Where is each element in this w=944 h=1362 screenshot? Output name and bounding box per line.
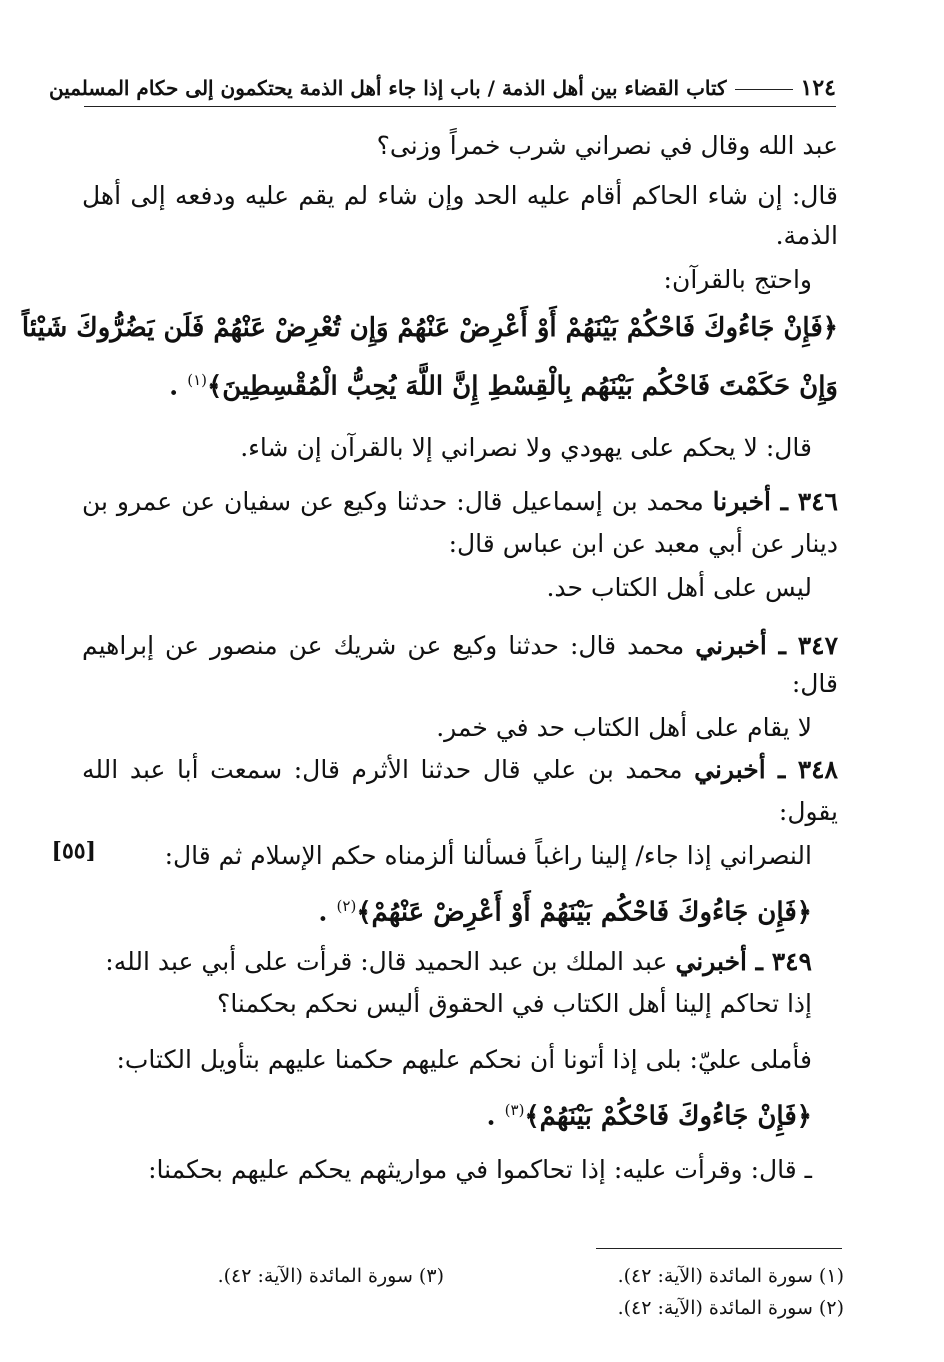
quran-verse: ﴿فَإِنْ جَاءُوكَ فَاحْكُمْ بَيْنَهُمْ أَوْ أَعْرِضْ عَنْهُمْ وَإِن تُعْرِضْ عَنْهُمْ فَلَن يَضُرُّوكَ شَيْئاً (21, 313, 838, 343)
footnote-ref: (١) (187, 371, 208, 389)
hadith-chain: عبد الملك بن عبد الحميد قال: قرأت على أبي عبد الله: (105, 947, 668, 976)
running-header (48, 70, 836, 107)
text-line: قال: (791, 669, 838, 698)
quran-verse (169, 360, 838, 407)
hadith-346 (82, 482, 838, 522)
hadith-349 (105, 942, 812, 982)
footnote-divider (596, 1248, 842, 1249)
text-line: إذا تحاكم إلينا أهل الكتاب في الحقوق أليس نحكم بحكمنا؟ (217, 989, 812, 1018)
footnote-ref: (٣) (504, 1101, 525, 1119)
text-line: فأملى عليّ: بلى إذا أتونا أن نحكم عليهم حكمنا عليهم بتأويل الكتاب: (116, 1045, 812, 1074)
margin-page-marker: [٥٥] (51, 838, 96, 864)
text-line: الذمة. (775, 221, 838, 250)
hadith-chain: محمد قال: حدثنا وكيع عن شريك عن منصور عن إبراهيم (82, 631, 685, 660)
header-dash (735, 89, 793, 90)
hadith-number: ٣٤٩ ـ أخبرني (675, 947, 812, 976)
verse-end: . (486, 1101, 496, 1132)
text-line: لا يقام على أهل الكتاب حد في خمر. (436, 713, 812, 742)
quran-verse (318, 886, 812, 933)
text-line: قال: لا يحكم على يهودي ولا نصراني إلا بالقرآن إن شاء. (240, 433, 812, 462)
hadith-348 (82, 750, 838, 790)
text-line: دينار عن أبي معبد عن ابن عباس قال: (448, 529, 838, 558)
text-line: يقول: (778, 797, 838, 826)
footnote-1: (١) سورة المائدة (الآية: ٤٢). (617, 1265, 844, 1287)
quran-verse (487, 1090, 812, 1137)
footnote-ref: (٢) (336, 897, 357, 915)
text-line: عبد الله وقال في نصراني شرب خمراً وزنى؟ (376, 131, 838, 160)
page-number: ١٢٤ (800, 75, 836, 101)
footnote-3: (٣) سورة المائدة (الآية: ٤٢). (217, 1265, 444, 1287)
verse-text: ﴿فَإِن جَاءُوكَ فَاحْكُم بَيْنَهُمْ أَوْ أَعْرِضْ عَنْهُمْ﴾ (356, 897, 812, 928)
header-title: كتاب القضاء بين أهل الذمة / باب إذا جاء أهل الذمة يحتكمون إلى حكام المسلمين (48, 76, 727, 100)
text-line: النصراني إذا جاء/ إلينا راغباً فسألنا ألزمناه حكم الإسلام ثم قال: (164, 841, 812, 870)
hadith-347 (82, 626, 838, 666)
text-line: ـ قال: وقرأت عليه: إذا تحاكموا في مواريثهم يحكم عليهم بحكمنا: (148, 1155, 812, 1184)
text-line: قال: إن شاء الحاكم أقام عليه الحد وإن شاء لم يقم عليه ودفعه إلى أهل (82, 181, 838, 210)
verse-text: وَإِنْ حَكَمْتَ فَاحْكُم بَيْنَهُم بِالْقِسْطِ إِنَّ اللَّهَ يُحِبُّ الْمُقْسِطِينَ﴾ (207, 371, 838, 402)
hadith-chain: محمد بن علي قال حدثنا الأثرم قال: سمعت أبا عبد الله (82, 755, 683, 784)
verse-end: . (169, 371, 179, 402)
hadith-chain: محمد بن إسماعيل قال: حدثنا وكيع عن سفيان عن عمرو بن (82, 487, 704, 516)
footnote-2: (٢) سورة المائدة (الآية: ٤٢). (617, 1297, 844, 1319)
hadith-number: ٣٤٦ ـ أخبرنا (712, 487, 838, 516)
verse-text: ﴿فَإِنْ جَاءُوكَ فَاحْكُمْ بَيْنَهُمْ﴾ (524, 1101, 812, 1132)
text-line: واحتج بالقرآن: (663, 265, 812, 294)
hadith-number: ٣٤٨ ـ أخبرني (694, 755, 838, 784)
verse-end: . (318, 897, 328, 928)
hadith-number: ٣٤٧ ـ أخبرني (695, 631, 839, 660)
text-line: ليس على أهل الكتاب حد. (546, 573, 812, 602)
